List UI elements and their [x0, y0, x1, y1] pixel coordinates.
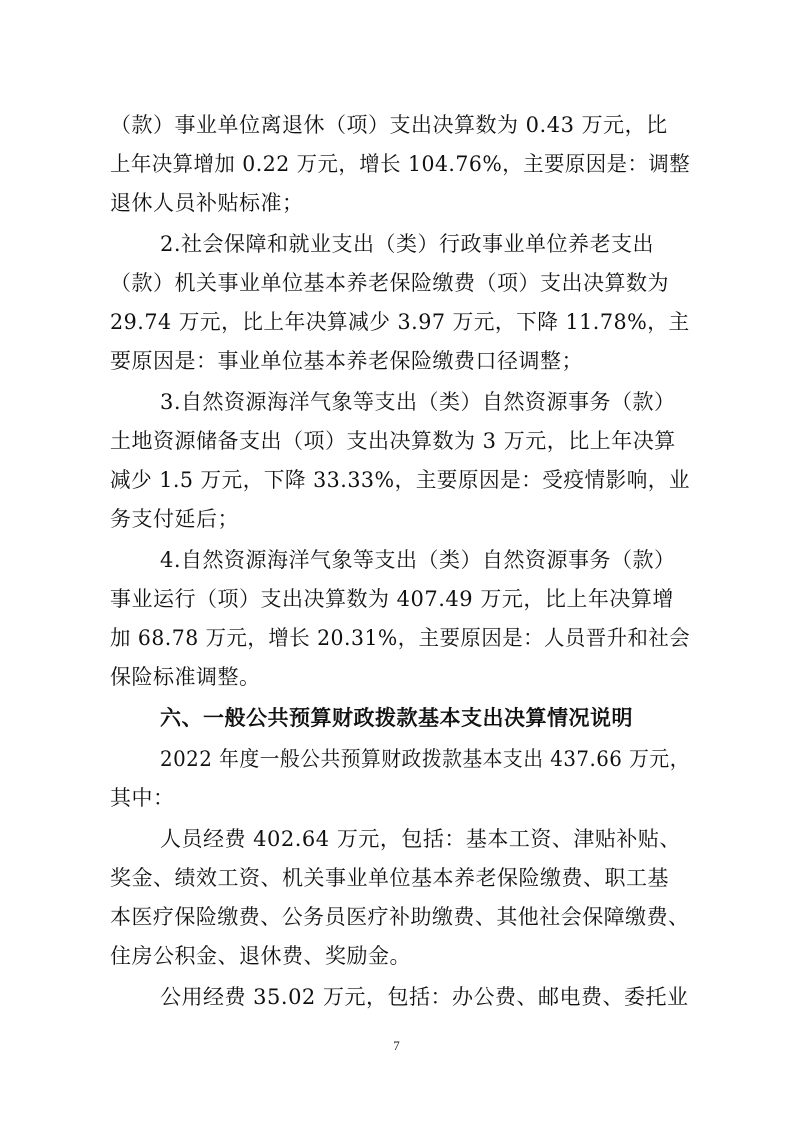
list-item-4: 4.自然资源海洋气象等支出（类）自然资源事务（款）: [160, 548, 676, 572]
text-line: 减少 1.5 万元，下降 33.33%，主要原因是：受疫情影响，业: [110, 468, 691, 492]
text-line: 要原因是：事业单位基本养老保险缴费口径调整；: [110, 349, 583, 373]
text-line: 其中：: [110, 786, 175, 810]
text-line: 保险标准调整。: [110, 665, 261, 689]
text-line: 土地资源储备支出（项）支出决算数为 3 万元，比上年决算: [110, 429, 676, 453]
text-line: 本医疗保险缴费、公务员医疗补助缴费、其他社会保障缴费、: [110, 905, 690, 929]
text-line: 加 68.78 万元，增长 20.31%，主要原因是：人员晋升和社会: [110, 626, 691, 650]
text-line: 29.74 万元，比上年决算减少 3.97 万元，下降 11.78%，主: [110, 310, 690, 334]
text-line: 事业运行（项）支出决算数为 407.49 万元，比上年决算增: [110, 587, 674, 611]
text-line: 上年决算增加 0.22 万元，增长 104.76%，主要原因是：调整: [110, 152, 691, 176]
list-item-3: 3.自然资源海洋气象等支出（类）自然资源事务（款）: [160, 390, 676, 414]
text-line: （款）事业单位离退休（项）支出决算数为 0.43 万元，比: [110, 113, 668, 137]
page-number: 7: [393, 1038, 400, 1053]
text-line: 务支付延后；: [110, 507, 239, 531]
text-line: 住房公积金、退休费、奖励金。: [110, 944, 411, 968]
text-line: （款）机关事业单位基本养老保险缴费（项）支出决算数为: [110, 271, 669, 295]
list-item-2: 2.社会保障和就业支出（类）行政事业单位养老支出: [160, 232, 655, 256]
paragraph-start: 公用经费 35.02 万元，包括：办公费、邮电费、委托业: [160, 985, 689, 1009]
text-line: 退休人员补贴标准；: [110, 191, 304, 215]
section-heading: 六、一般公共预算财政拨款基本支出决算情况说明: [160, 706, 633, 730]
text-line: 奖金、绩效工资、机关事业单位基本养老保险缴费、职工基: [110, 866, 669, 890]
paragraph-start: 2022 年度一般公共预算财政拨款基本支出 437.66 万元，: [160, 747, 690, 771]
paragraph-start: 人员经费 402.64 万元，包括：基本工资、津贴补贴、: [160, 827, 681, 851]
